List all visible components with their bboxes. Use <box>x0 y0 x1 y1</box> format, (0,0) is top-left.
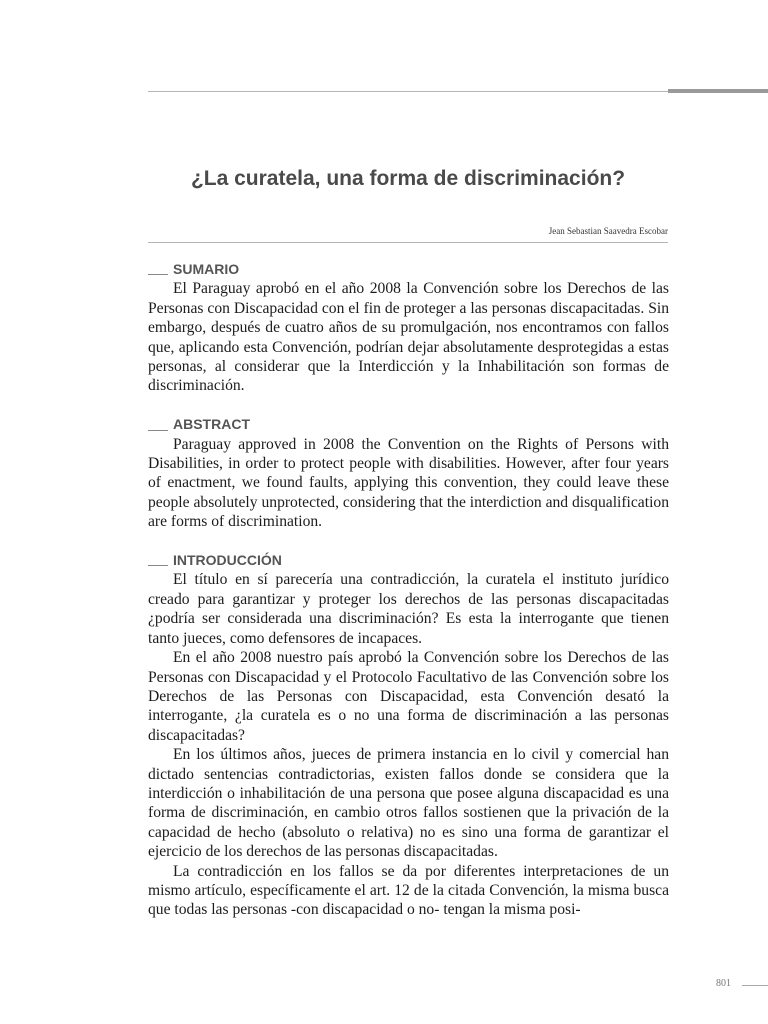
article-author: Jean Sebastian Saavedra Escobar <box>548 226 668 236</box>
article-body <box>148 260 669 939</box>
title-rule <box>148 242 668 243</box>
paragraph: En el año 2008 nuestro país aprobó la Convención sobre los Derechos de las Personas con Discapacidad y el Protocolo Facultativo de las Convención sobre los Derechos de las Personas con Discapacidad, esta Convención desató la interrogante, ¿la curatela es o no una forma de discriminación a las personas discapacitadas? <box>148 649 669 744</box>
section-heading-label: ABSTRACT <box>173 416 250 433</box>
paragraph: En los últimos años, jueces de primera instancia en lo civil y comercial han dictado sentencias contradictorias, existen fallos donde se considera que la interdicción o inhabilitación de una persona que posee alguna discapacidad es una forma de discriminación, en cambio otros fallos sostienen que la privación de la capacidad de hecho (absoluto o relativa) no es sino una forma de garantizar el ejercicio de los derechos de las personas discapacitadas. <box>148 746 669 861</box>
paragraph: El Paraguay aprobó en el año 2008 la Convención sobre los Derechos de las Personas con Discapacidad con el fin de proteger a las personas discapacitadas. Sin embargo, después de cuatro años de su promulgación, nos encontramos con fallos que, aplicando esta Convención, podrían dejar absolutamente desprotegidas a estas personas, al considerar que la Interdicción y la Inhabilitación son formas de discriminación. <box>148 280 669 395</box>
paragraph: El título en sí parecería una contradicción, la curatela el instituto jurídico creado para garantizar y proteger los derechos de las personas discapacitadas ¿podría ser considerada una discriminación? Es esta la interrogante que tienen tanto jueces, como defensores de incapaces. <box>148 571 669 647</box>
page-number: 801 <box>716 978 731 989</box>
page-number-rule <box>742 985 768 986</box>
section-introduccion <box>148 551 669 920</box>
paragraph: Paraguay approved in 2008 the Convention on the Rights of Persons with Disabilities, in order to protect people with disabilities. However, after four years of enactment, we found faults, applying this convention, they could leave these people absolutely unprotected, considering that the interdiction and disqualification are forms of discrimination. <box>148 435 669 531</box>
section-abstract <box>148 415 669 531</box>
heading-dash <box>148 274 168 275</box>
heading-dash <box>148 565 168 566</box>
heading-dash <box>148 430 168 431</box>
top-rule <box>148 91 668 92</box>
top-rule-accent <box>668 89 768 93</box>
section-heading-label: INTRODUCCIÓN <box>173 552 282 569</box>
section-heading-label: SUMARIO <box>173 261 240 277</box>
section-heading <box>148 415 669 434</box>
section-sumario <box>148 260 669 396</box>
article-title: ¿La curatela, una forma de discriminación? <box>190 167 626 190</box>
section-heading <box>148 551 669 570</box>
paragraph: La contradicción en los fallos se da por diferentes interpretaciones de un mismo artículo, específicamente el art. 12 de la citada Convención, la misma busca que todas las personas -con discapacidad o no- tengan la misma posi- <box>148 862 669 919</box>
section-heading <box>148 260 669 279</box>
